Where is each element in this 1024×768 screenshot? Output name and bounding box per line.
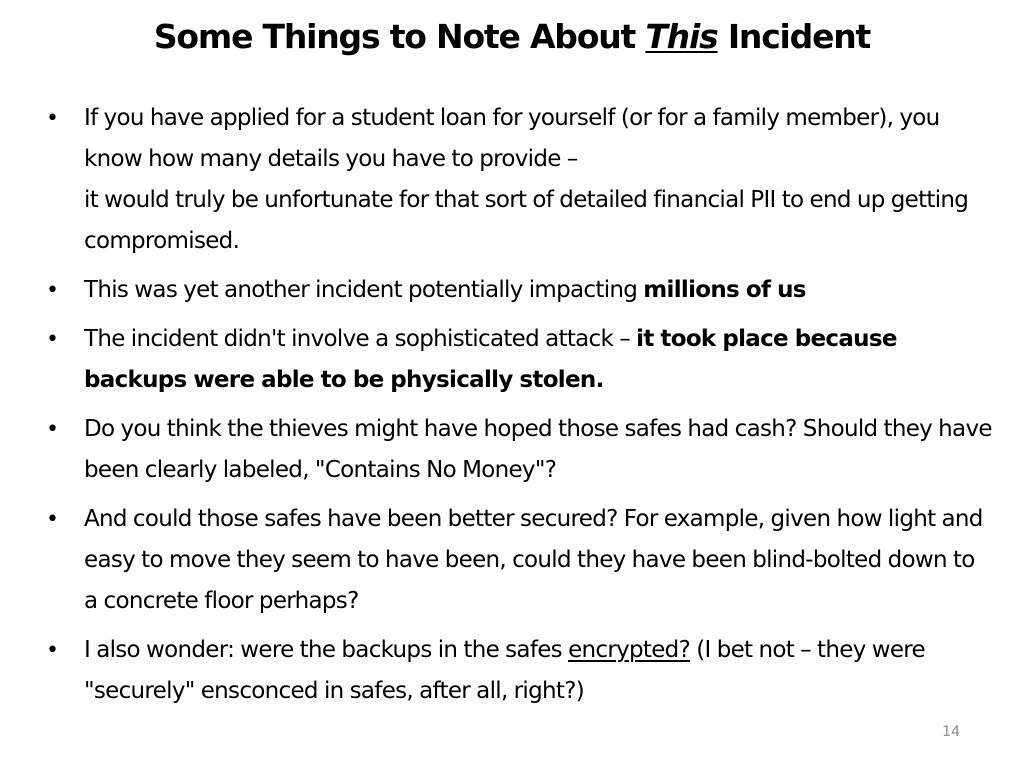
- bullet-marker: •: [46, 638, 59, 663]
- bullet-item-encrypted: [46, 630, 994, 712]
- bullet-text: This was yet another incident potentially impacting: [84, 277, 644, 303]
- bullet-item-safes-secured: [46, 499, 994, 622]
- bullet-marker: •: [46, 106, 59, 131]
- bullet-marker: •: [46, 417, 59, 442]
- bullet-marker: •: [46, 507, 59, 532]
- bullet-item-millions: [46, 270, 994, 311]
- bullet-bold-text: millions of us: [643, 277, 806, 303]
- bullet-text: If you have applied for a student loan for yourself (or for a family member), you know how many details you have to provide –: [84, 105, 940, 172]
- bullet-underlined-text: encrypted?: [568, 637, 691, 663]
- slide-title-emphasis: This: [645, 17, 718, 56]
- bullet-text: The incident didn't involve a sophisticated attack –: [84, 326, 637, 352]
- bullet-marker: •: [46, 278, 59, 303]
- bullet-bold-text: it took place because backups were able to be physically stolen.: [84, 326, 897, 393]
- bullet-item-physical-theft: [46, 319, 994, 401]
- bullet-text: And could those safes have been better secured? For example, given how light and easy to move they seem to have been, could they have been blind-bolted down to a concrete floor perhaps?: [84, 506, 983, 614]
- bullet-list: [46, 98, 994, 720]
- slide-title-suffix: Incident: [717, 17, 871, 56]
- bullet-text: Do you think the thieves might have hoped those safes had cash? Should they have been clearly labeled, "Contains No Money"?: [84, 416, 992, 483]
- bullet-text: I also wonder: were the backups in the safes: [84, 637, 569, 663]
- bullet-item-student-loan: [46, 98, 994, 262]
- bullet-marker: •: [46, 327, 59, 352]
- bullet-text-continued: it would truly be unfortunate for that sort of detailed financial PII to end up getting compromised.: [84, 187, 969, 254]
- slide-title-prefix: Some Things to Note About: [153, 17, 646, 56]
- bullet-item-safes-cash: [46, 409, 994, 491]
- bullet-text-rest: (I bet not – they were "securely" ensconced in safes, after all, right?): [84, 637, 925, 704]
- page-number: 14: [942, 724, 960, 740]
- slide-title: [0, 12, 1024, 62]
